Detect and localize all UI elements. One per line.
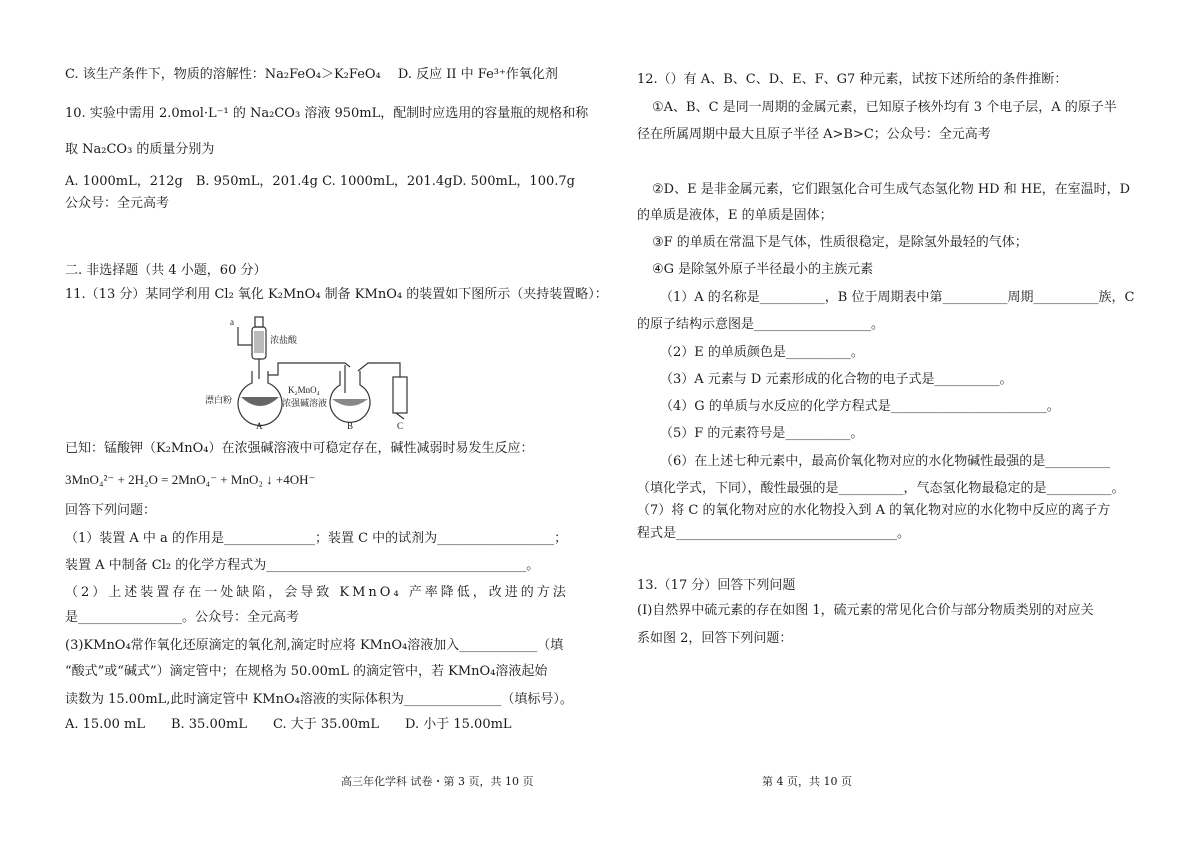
q12-sub6b: （填化学式，下同），酸性最强的是__________，气态氢化物最稳定的是__________。	[637, 481, 1125, 496]
section2-heading: 二. 非选择题（共 4 小题，60 分）	[65, 263, 267, 278]
q11-part3b: “酸式”或“碱式”）滴定管中；在规格为 50.00mL 的滴定管中，若 KMnO₄溶液起始	[65, 664, 548, 679]
label-bleach: 漂白粉	[205, 395, 233, 405]
q10-line2: 取 Na₂CO₃ 的质量分别为	[65, 142, 215, 157]
q11-intro: 11.（13 分）某同学利用 Cl₂ 氧化 K₂MnO₄ 制备 KMnO₄ 的装置如下图所示（夹持装置略）：	[65, 287, 608, 302]
label-C: C	[397, 421, 404, 431]
apparatus-diagram	[200, 305, 440, 433]
answer-prompt: 回答下列问题：	[65, 503, 157, 518]
q10-options: A. 1000mL，212g B. 950mL，201.4g C. 1000mL，201.4gD. 500mL，100.7g	[65, 174, 575, 189]
connecting-tube	[268, 363, 350, 375]
q11-part3c: 读数为 15.00mL,此时滴定管中 KMnO₄溶液的实际体积为_______________（填标号）。	[65, 692, 573, 707]
q12-intro: 12.（）有 A、B、C、D、E、F、G7 种元素，试按下述所给的条件推断：	[637, 72, 1068, 87]
solution-fill	[332, 399, 368, 406]
gzh-note-1: 公众号：全元高考	[65, 196, 170, 211]
q12-cond4: ④G 是除氢外原子半径最小的主族元素	[652, 262, 874, 277]
q11-part3-options: A. 15.00 mL B. 35.00mL C. 大于 35.00mL D. 小于 15.00mL	[65, 717, 512, 732]
label-A: A	[256, 421, 263, 431]
label-hcl: 浓盐酸	[270, 335, 298, 345]
label-a: a	[230, 317, 234, 327]
q11-part1: （1）装置 A 中 a 的作用是______________；装置 C 中的试剂为__________________；	[65, 531, 568, 546]
q11-part3a: (3)KMnO₄常作氧化还原滴定的氧化剂,滴定时应将 KMnO₄溶液加入____________（填	[65, 638, 564, 653]
q10-line1: 10. 实验中需用 2.0mol·L⁻¹ 的 Na₂CO₃ 溶液 950mL，配制时应选用的容量瓶的规格和称	[65, 106, 589, 121]
q11-part2a: （2）上述装置存在一处缺陷，会导致 KMnO₄ 产率降低，改进的方法	[65, 585, 569, 600]
q12-cond3: ③F 的单质在常温下是气体，性质很稳定，是除氢外最轻的气体；	[652, 235, 1028, 250]
bleach-powder-fill	[241, 397, 279, 406]
q12-sub5: （5）F 的元素符号是__________。	[660, 426, 864, 441]
acid-fill	[254, 331, 264, 353]
q12-sub2: （2）E 的单质颜色是__________。	[660, 345, 864, 360]
pressure-tube	[238, 327, 252, 345]
q12-cond1b: 径在所属周期中最大且原子半径 A>B>C；公众号：全元高考	[637, 127, 991, 142]
q13-part1a: (Ⅰ)自然界中硫元素的存在如图 1，硫元素的常见化合价与部分物质类别的对应关	[637, 603, 1094, 618]
q12-sub6a: （6）在上述七种元素中，最高价氧化物对应的水化物碱性最强的是__________	[660, 454, 1111, 469]
q12-sub7a: （7）将 C 的氧化物对应的水化物投入到 A 的氧化物对应的水化物中反应的离子方	[637, 503, 1111, 518]
label-solution: 浓强碱溶液	[282, 398, 328, 408]
outlet-tube	[358, 363, 400, 377]
q12-sub1b: 的原子结构示意图是__________________。	[637, 317, 885, 332]
q13-part1b: 系如图 2，回答下列问题：	[637, 631, 793, 646]
q12-cond2a: ②D、E 是非金属元素，它们跟氢化合可生成气态氢化物 HD 和 HE，在室温时，D	[652, 182, 1131, 197]
q12-cond2b: 的单质是液体，E 的单质是固体；	[637, 208, 833, 223]
left-footer: 高三年化学科 试卷・第 3 页，共 10 页	[341, 775, 534, 788]
q9-option-c: C. 该生产条件下，物质的溶解性：Na₂FeO₄＞K₂FeO₄ D. 反应 II 中 Fe³⁺作氧化剂	[65, 67, 558, 82]
equation: 3MnO₄²⁻ + 2H₂O = 2MnO₄⁻ + MnO₂ ↓ +4OH⁻	[65, 472, 316, 487]
q12-cond1a: ①A、B、C 是同一周期的金属元素，已知原子核外均有 3 个电子层，A 的原子半	[652, 100, 1117, 115]
q11-part1b: 装置 A 中制备 Cl₂ 的化学方程式为________________________________________。	[65, 558, 540, 573]
funnel-stopper	[255, 317, 263, 327]
q11-part2b: 是________________。公众号：全元高考	[65, 610, 300, 625]
flask-b	[330, 371, 370, 422]
q12-sub4: （4）G 的单质与水反应的化学方程式是________________________。	[660, 399, 1060, 414]
wash-bottle-c	[393, 377, 407, 413]
q13-heading: 13.（17 分）回答下列问题	[637, 578, 796, 593]
q12-sub3: （3）A 元素与 D 元素形成的化合物的电子式是__________。	[660, 372, 1013, 387]
q12-sub1a: （1）A 的名称是__________，B 位于周期表中第__________周期__________族，C	[660, 290, 1135, 305]
right-footer: 第 4 页，共 10 页	[762, 775, 852, 788]
q12-sub7b: 程式是__________________________________。	[637, 526, 911, 541]
label-k2mno4: K₂MnO₄	[288, 385, 320, 395]
known-text: 已知：锰酸钾（K₂MnO₄）在浓强碱溶液中可稳定存在，碱性减弱时易发生反应：	[65, 441, 534, 456]
c-base	[396, 413, 404, 419]
label-B: B	[347, 421, 354, 431]
